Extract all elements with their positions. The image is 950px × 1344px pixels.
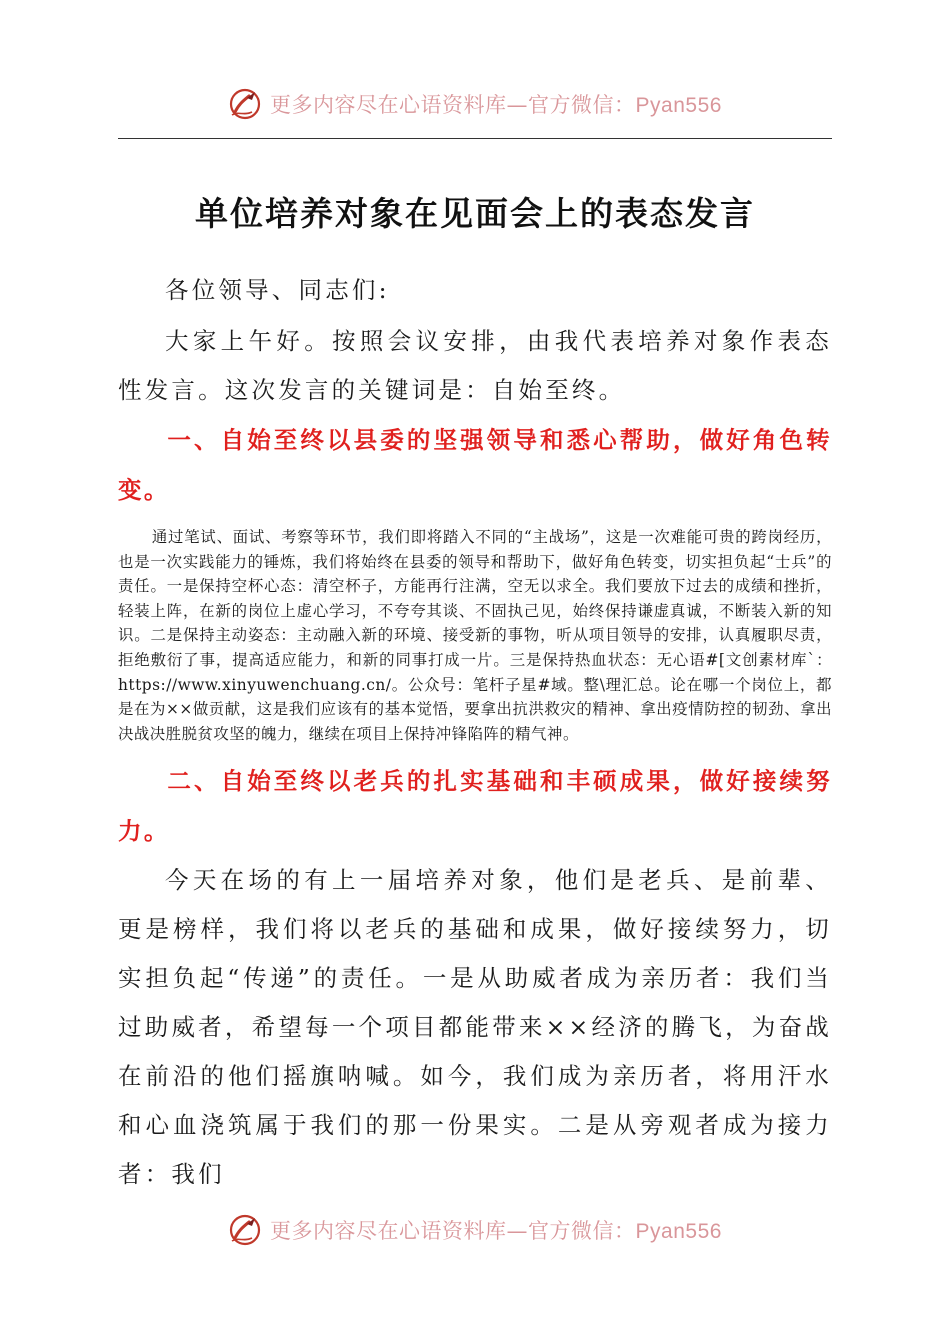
salutation: 各位领导、同志们: <box>165 276 390 304</box>
header-divider <box>118 138 832 139</box>
section-heading-2: 二、自始至终以老兵的扎实基础和丰硕成果，做好接续努力。 <box>118 767 832 846</box>
banner-site-text: 更多内容尽在心语资料库 <box>270 1219 507 1243</box>
banner-wechat-id: Pyan556 <box>635 94 722 117</box>
page-title: 单位培养对象在见面会上的表态发言 <box>195 194 755 233</box>
section-1-paragraph: 通过笔试、面试、考察等环节，我们即将踏入不同的“主战场”，这是一次难能可贵的跨岗经历，也是一次实践能力的锤炼，我们将始终在县委的领导和帮助下，做好角色转变，切实担负起“士兵”的责任。一是保持空杯心态：清空杯子，方能再行注满，空无以求全。我们要放下过去的成绩和挫折，轻装上阵，在新的岗位上虚心学习，不夸夸其谈、不固执己见，始终保持谦虚真诚，不断装入新的知识。二是保持主动姿态：主动融入新的环境、接受新的事物，听从项目领导的安排，认真履职尽责，拒绝敷衍了事，提高适应能力，和新的同事打成一片。三是保持热血状态：无心语#[文创素材库`：https://www.xinyuwenchuang.cn/。公众号：笔杆子星#域。整\理汇总。论在哪一个岗位上，都是在为××做贡献，这是我们应该有的基本觉悟，要拿出抗洪救灾的精神、拿出疫情防控的韧劲、拿出决战决胜脱贫攻坚的魄力，继续在项目上保持冲锋陷阵的精气神。 <box>118 528 832 743</box>
section-heading-1: 一、自始至终以县委的坚强领导和悉心帮助，做好角色转变。 <box>118 426 832 504</box>
banner-text <box>270 89 722 119</box>
banner-dash: — <box>506 93 529 117</box>
pen-signature-icon <box>228 87 262 121</box>
banner-text <box>270 1215 722 1245</box>
document-body <box>118 266 832 1199</box>
banner-wechat-label: 官方微信： <box>528 1219 636 1243</box>
banner-wechat-id: Pyan556 <box>635 1220 722 1243</box>
banner-dash: — <box>506 1219 529 1243</box>
header-banner <box>0 84 950 124</box>
intro-paragraph: 大家上午好。按照会议安排，由我代表培养对象作表态性发言。这次发言的关键词是：自始至终。 <box>118 327 832 404</box>
pen-signature-icon <box>228 1213 262 1247</box>
banner-wechat-label: 官方微信： <box>528 93 636 117</box>
banner-site-text: 更多内容尽在心语资料库 <box>270 93 507 117</box>
section-2-paragraph: 今天在场的有上一届培养对象，他们是老兵、是前辈、更是榜样，我们将以老兵的基础和成果，做好接续努力，切实担负起“传递”的责任。一是从助威者成为亲历者：我们当过助威者，希望每一个项目都能带来××经济的腾飞，为奋战在前沿的他们摇旗呐喊。如今，我们成为亲历者，将用汗水和心血浇筑属于我们的那一份果实。二是从旁观者成为接力者：我们 <box>118 866 832 1189</box>
footer-banner <box>0 1210 950 1250</box>
